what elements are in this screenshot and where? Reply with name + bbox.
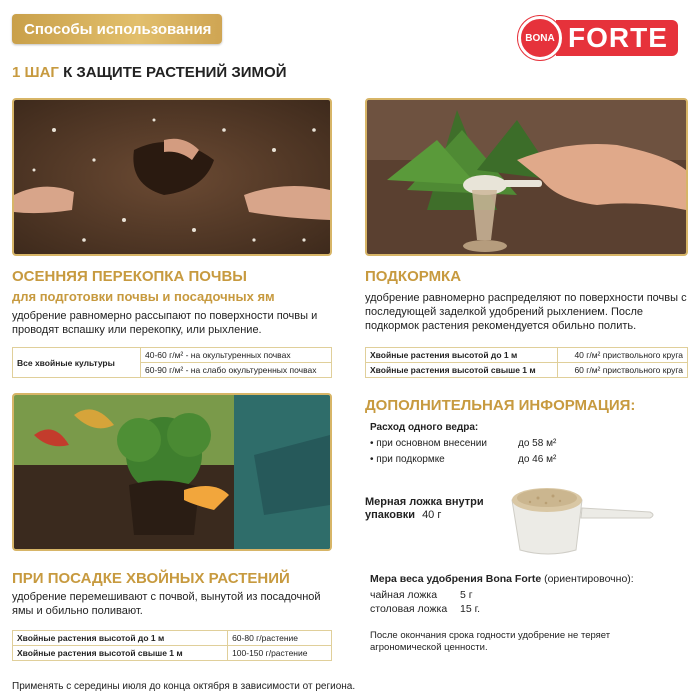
- measure-note: (ориентировочно):: [541, 573, 634, 585]
- step-title: [12, 64, 287, 81]
- info-title: ДОПОЛНИТЕЛЬНАЯ ИНФОРМАЦИЯ:: [365, 397, 636, 414]
- step-prefix: 1 ШАГ: [12, 64, 59, 81]
- section2-row-label: Хвойные растения высотой свыше 1 м: [366, 363, 558, 378]
- section2-title: ПОДКОРМКА: [365, 268, 462, 285]
- measure-title: Мера веса удобрения Bona Forte: [370, 573, 542, 585]
- measure-heading: [370, 573, 634, 585]
- section1-table: [12, 347, 332, 378]
- bucket-title: Расход одного ведра:: [370, 422, 479, 433]
- scoop-value: 40 г: [422, 509, 442, 521]
- section1-subtitle: для подготовки почвы и посадочных ям: [12, 289, 275, 304]
- section1-title: ОСЕННЯЯ ПЕРЕКОПКА ПОЧВЫ: [12, 268, 247, 285]
- step-text: К ЗАЩИТЕ РАСТЕНИЙ ЗИМОЙ: [58, 64, 287, 81]
- brand-logo: [518, 12, 688, 64]
- logo-circle: BONA: [518, 16, 562, 60]
- badge-label: Способы использования: [24, 20, 212, 38]
- section3-text: удобрение перемешивают с почвой, вынутой из посадочной ямы и обильно поливают.: [12, 591, 321, 617]
- section2-row-value: 40 г/м² приствольного круга: [558, 348, 688, 363]
- section2-row-label: Хвойные растения высотой до 1 м: [366, 348, 558, 363]
- section2-table: [365, 347, 688, 378]
- photo-feeding: [365, 98, 688, 256]
- photo-planting: [12, 393, 332, 551]
- bucket-row-value: до 58 м²: [518, 438, 557, 449]
- measure-row-label: столовая ложка: [370, 603, 448, 615]
- section1-table-row: 60-90 г/м² - на слабо окультуренных почвах: [141, 363, 332, 378]
- section1-table-row: 40-60 г/м² - на окультуренных почвах: [141, 348, 332, 363]
- measure-row-label: чайная ложка: [370, 589, 438, 601]
- bucket-row-value: до 46 м²: [518, 454, 557, 465]
- measure-row-value: 5 г: [460, 589, 473, 601]
- section2-row-value: 60 г/м² приствольного круга: [558, 363, 688, 378]
- section3-row-label: Хвойные растения высотой до 1 м: [13, 631, 228, 646]
- logo-wordmark: FORTE: [556, 20, 678, 56]
- section3-row-value: 60-80 г/растение: [228, 631, 332, 646]
- section3-row-label: Хвойные растения высотой свыше 1 м: [13, 646, 228, 661]
- scoop-caption: [365, 496, 485, 522]
- section2-text: удобрение равномерно распределяют по поверхности почвы с последующей заделкой удобрений рыхлением. После подкормок растения рекомендуется обильно полить.: [365, 292, 687, 332]
- scoop-image: [508, 478, 658, 558]
- scoop-label: Мерная ложка внутри упаковки: [365, 496, 484, 521]
- bucket-row-label: • при подкормке: [370, 454, 445, 465]
- footer-note: Применять с середины июля до конца октября в зависимости от региона.: [12, 681, 356, 692]
- section1-table-label: Все хвойные культуры: [13, 348, 141, 378]
- shelf-life-note: После окончания срока годности удобрение не теряет агрономической ценности.: [370, 630, 611, 653]
- section3-title: ПРИ ПОСАДКЕ ХВОЙНЫХ РАСТЕНИЙ: [12, 570, 290, 587]
- section1-text: удобрение равномерно рассыпают по поверхности почвы и проводят вспашку или перекопку, или рыхление.: [12, 310, 318, 336]
- section3-row-value: 100-150 г/растение: [228, 646, 332, 661]
- measure-row-value: 15 г.: [460, 603, 481, 615]
- section-badge: [12, 14, 222, 44]
- section3-table: [12, 630, 332, 661]
- photo-soil-digging: [12, 98, 332, 256]
- bucket-row-label: • при основном внесении: [370, 438, 487, 449]
